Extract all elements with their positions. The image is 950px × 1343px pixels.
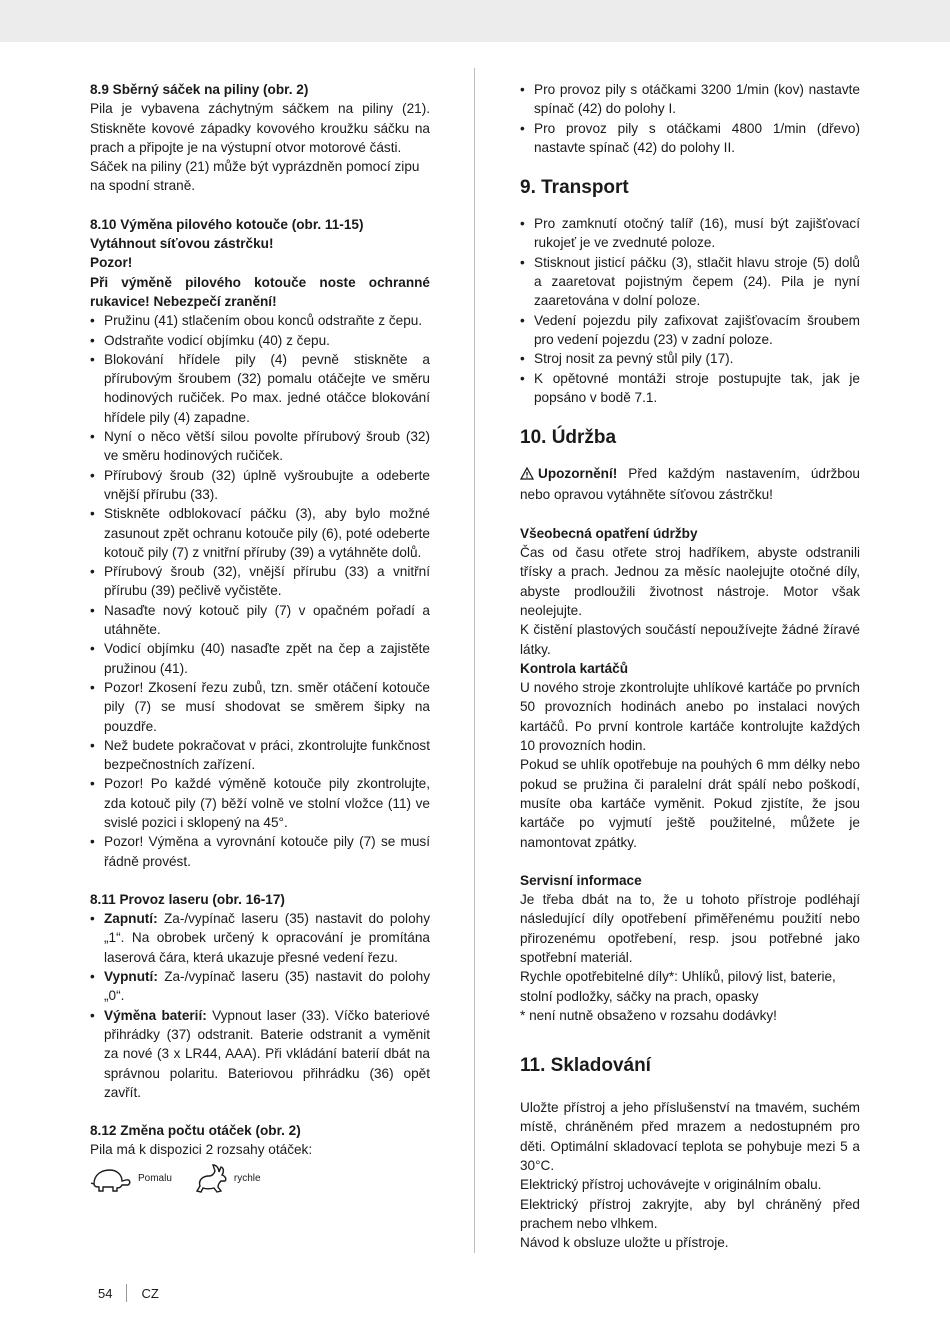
brush-check-paragraph-2: Pokud se uhlík opotřebuje na pouhých 6 mm délky nebo pokud se pružina či paralelní drát spálí nebo poškodí, musíte oba kartáče vyměnit. Pokud zjistíte, že jsou kartáče po vyjmutí ještě použitelné, můžete je namontovat zpátky.: [520, 757, 860, 850]
language-code: CZ: [141, 1285, 159, 1301]
list-item: • Pro provoz pily s otáčkami 3200 1/min (kov) nastavte spínač (42) do polohy I.: [520, 80, 860, 119]
warning-text: Před každým nastavením, údržbou nebo opravou vytáhněte síťovou zástrčku!: [520, 466, 860, 503]
list-item: • K opětovné montáži stroje postupujte tak, jak je popsáno v bodě 7.1.: [520, 369, 860, 408]
list-item: • Pro provoz pily s otáčkami 4800 1/min (dřevo) nastavte spínač (42) do polohy II.: [520, 119, 860, 158]
list-item: [90, 909, 430, 967]
maintenance-general-title: Všeobecná opatření údržby: [520, 525, 698, 541]
section-8-9-paragraph-1: Pila je vybavena záchytným sáčkem na piliny (21). Stiskněte kovové západky kovového kroužku sáčku na prach a připojte je na výstupní otvor motorové části.: [90, 101, 430, 155]
service-info-paragraph-1: Je třeba dbát na to, že u tohoto přístroje podléhají následující díly opotřebení přiměřenému použití nebo přirozenému opotřebení, resp. jsou potřebné jako spotřební materiál.: [520, 892, 860, 965]
list-item: • Nyní o něco větší silou povolte přírubový šroub (32) ve směru hodinových ručiček.: [90, 427, 430, 466]
speed-slow-label: Pomalu: [138, 1173, 172, 1185]
maintenance-general-paragraph-1: Čas od času otřete stroj hadříkem, abyste odstranili třísky a prach. Jednou za měsíc naolejujte otočné díly, abyste prodloužili životnost nástroje. Motor však neolejujte.: [520, 545, 860, 618]
service-info-paragraph-3: * není nutně obsaženo v rozsahu dodávky!: [520, 1007, 777, 1023]
page-footer: [98, 1284, 159, 1302]
list-item: • Pro zamknutí otočný talíř (16), musí být zajišťovací rukojeť je ve zvednuté poloze.: [520, 214, 860, 253]
list-item: • Nasaďte nový kotouč pily (7) v opačném pořadí a utáhněte.: [90, 601, 430, 640]
speed-list: [520, 80, 860, 157]
item-label: Zapnutí:: [104, 911, 158, 927]
list-item: • Vodicí objímku (40) nasaďte zpět na čep a zajistěte pružinou (41).: [90, 639, 430, 678]
section-8-10-list: [90, 311, 430, 871]
list-item: • Stroj nosit za pevný stůl pily (17).: [520, 349, 860, 368]
list-item: • Blokování hřídele pily (4) pevně stiskněte a přírubovým šroubem (32) pomalu otáčejte ve směru hodinových ručiček. Po max. jedné otáčce blokování hřídele pily (4) zapadne.: [90, 350, 430, 427]
page-number: 54: [98, 1285, 113, 1301]
warning-icon: [520, 466, 534, 485]
left-column: [90, 80, 430, 1194]
list-item: [90, 967, 430, 1006]
section-8-10-title: 8.10 Výměna pilového kotouče (obr. 11-15): [90, 216, 364, 232]
section-10-warning: [520, 464, 860, 505]
section-8-12-title: 8.12 Změna počtu otáček (obr. 2): [90, 1123, 301, 1139]
list-item: • Odstraňte vodicí objímku (40) z čepu.: [90, 331, 430, 350]
list-item: • Pozor! Zkosení řezu zubů, tzn. směr otáčení kotouče pily (7) se musí shodovat se směrem šipky na pouzdře.: [90, 678, 430, 736]
right-column: [520, 80, 860, 1253]
section-8-10-warning-2: Pozor!: [90, 255, 133, 271]
item-text: Za-/vypínač laseru (35) nastavit do polohy „0“.: [104, 969, 430, 1004]
service-info-title: Servisní informace: [520, 872, 642, 888]
warning-label: Upozornění!: [538, 466, 618, 482]
maintenance-general-paragraph-2: K čistění plastových součástí nepoužívejte žádné žíravé látky.: [520, 622, 860, 657]
section-8-10-warning-3: Při výměně pilového kotouče noste ochranné rukavice! Nebezpečí zranění!: [90, 274, 430, 309]
section-8-11-list: [90, 909, 430, 1102]
column-divider: [474, 68, 475, 1253]
brush-check-title: Kontrola kartáčů: [520, 660, 629, 676]
list-item: [90, 1006, 430, 1102]
section-10-title: 10. Údržba: [520, 427, 617, 449]
item-label: Vypnutí:: [104, 969, 158, 985]
turtle-icon: [90, 1166, 132, 1192]
list-item: • Vedení pojezdu pily zafixovat zajišťovacím šroubem pro vedení pojezdu (23) v zadní poloze.: [520, 311, 860, 350]
storage-paragraph-1: Uložte přístroj a jeho příslušenství na tmavém, suchém místě, chráněném před mrazem a nedostupném pro děti. Optimální skladovací teplota se pohybuje mezi 5 a 30°C.: [520, 1100, 860, 1174]
speed-fast-label: rychle: [233, 1173, 261, 1185]
item-text: Za-/vypínač laseru (35) nastavit do polohy „1“. Na obrobek určený k opracování je promítána laserová čára, která ukazuje přesné vedení řezu.: [104, 911, 430, 965]
brush-check-paragraph-1: U nového stroje zkontrolujte uhlíkové kartáče po prvních 50 provozních hodinách anebo po instalaci nových kartáčů. Po první kontrole kartáče kontrolujte každých 10 provozních hodin.: [520, 680, 860, 754]
section-8-9-title: 8.9 Sběrný sáček na piliny (obr. 2): [90, 82, 309, 97]
list-item: • Stiskněte odblokovací páčku (3), aby bylo možné zasunout zpět ochranu kotouče pily (6), poté odeberte kotouč pily (7) z vnitřní příruby (39) a vytáhněte dolů.: [90, 504, 430, 562]
section-8-11-title: 8.11 Provoz laseru (obr. 16-17): [90, 891, 285, 907]
storage-paragraph-3: Elektrický přístroj zakryjte, aby byl chráněný před prachem nebo vlhkem.: [520, 1196, 860, 1231]
section-9-title: 9. Transport: [520, 177, 629, 199]
section-11-title: 11. Skladování: [520, 1055, 651, 1077]
speed-legend: [90, 1164, 430, 1194]
item-text: Vypnout laser (33). Víčko bateriové přihrádky (37) odstranit. Baterie odstranit a vyměnit za nové (3 x LR44, AAA). Při vkládání baterií dbát na správnou polaritu. Bateriovou přihrádku (36) opět zavřít.: [104, 1007, 430, 1100]
storage-paragraph-2: Elektrický přístroj uchovávejte v originálním obalu.: [520, 1177, 822, 1193]
storage-paragraph-4: Návod k obsluze uložte u přístroje.: [520, 1235, 729, 1251]
section-8-10-warning-1: Vytáhnout síťovou zástrčku!: [90, 236, 274, 252]
rabbit-icon: [194, 1164, 228, 1194]
list-item: • Přírubový šroub (32) úplně vyšroubujte a odeberte vnější přírubu (33).: [90, 466, 430, 505]
section-9-list: [520, 214, 860, 407]
list-item: • Pružinu (41) stlačením obou konců odstraňte z čepu.: [90, 311, 430, 330]
list-item: • Pozor! Výměna a vyrovnání kotouče pily (7) se musí řádně provést.: [90, 832, 430, 871]
list-item: • Než budete pokračovat v práci, zkontrolujte funkčnost bezpečnostních zařízení.: [90, 736, 430, 775]
section-8-12-paragraph: Pila má k dispozici 2 rozsahy otáček:: [90, 1142, 313, 1158]
list-item: • Pozor! Po každé výměně kotouče pily zkontrolujte, zda kotouč pily (7) běží volně ve stolní vložce (11) ve svislé pozici i sklopený na 45°.: [90, 774, 430, 832]
list-item: • Stisknout jisticí páčku (3), stlačit hlavu stroje (5) dolů a zaaretovat pojistným čepem (24). Pila je nyní zaaretována v dolní poloze.: [520, 253, 860, 311]
top-bar: [0, 0, 950, 42]
footer-separator: [126, 1284, 127, 1302]
service-info-paragraph-2: Rychle opotřebitelné díly*: Uhlíků, pilový list, baterie, stolní podložky, sáčky na prach, opasky: [520, 969, 836, 1004]
item-label: Výměna baterií:: [104, 1007, 207, 1023]
list-item: • Přírubový šroub (32), vnější přírubu (33) a vnitřní přírubu (39) pečlivě vyčistěte.: [90, 562, 430, 601]
section-8-9-paragraph-2: Sáček na piliny (21) může být vyprázdněn pomocí zipu na spodní straně.: [90, 159, 420, 194]
